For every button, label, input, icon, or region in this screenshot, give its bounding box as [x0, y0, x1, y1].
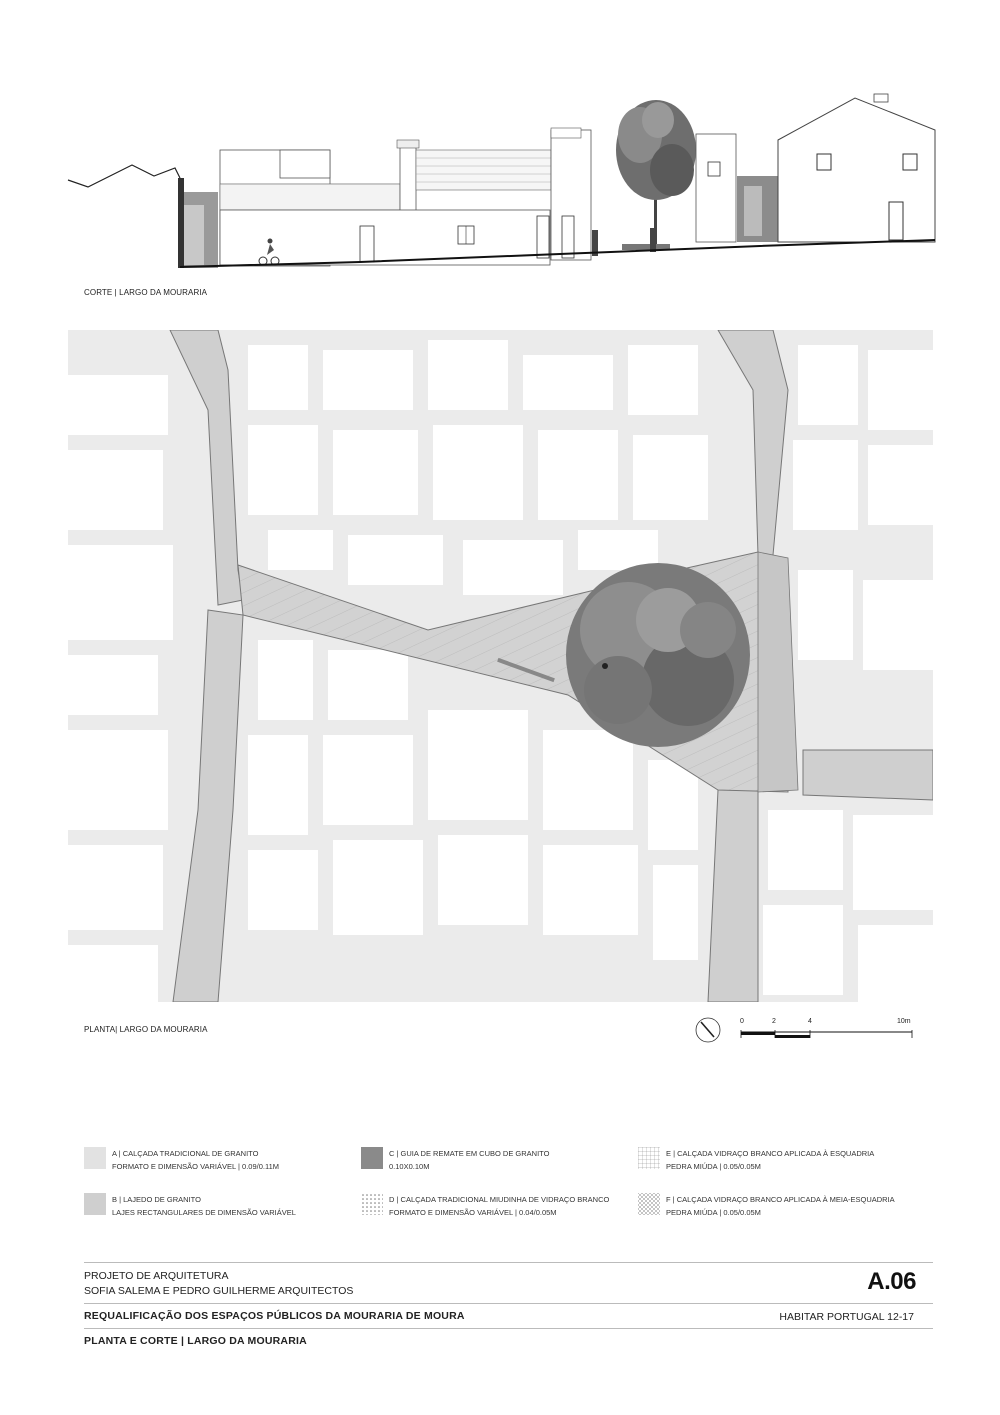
- legend-swatch-a: [84, 1147, 106, 1169]
- plan-caption: PLANTA| LARGO DA MOURARIA: [84, 1025, 208, 1034]
- program-label: HABITAR PORTUGAL 12-17: [779, 1311, 914, 1323]
- legend-item-f: [638, 1193, 895, 1219]
- architects: SOFIA SALEMA E PEDRO GUILHERME ARQUITECTOS: [84, 1285, 354, 1297]
- legend-swatch-d: [361, 1193, 383, 1215]
- legend-d-line2: FORMATO E DIMENSÃO VARIÁVEL | 0.04/0.05M: [389, 1208, 557, 1217]
- legend-c-line1: C | GUIA DE REMATE EM CUBO DE GRANITO: [389, 1149, 550, 1158]
- section-caption: CORTE | LARGO DA MOURARIA: [84, 288, 208, 297]
- legend-swatch-f: [638, 1193, 660, 1215]
- legend-e-line1: E | CALÇADA VIDRAÇO BRANCO APLICADA À ESQUADRIA: [666, 1149, 875, 1158]
- project-type: PROJETO DE ARQUITETURA: [84, 1270, 229, 1282]
- scale-label-10m: 10m: [897, 1018, 911, 1025]
- legend-item-b: [84, 1193, 296, 1219]
- scale-bar: [740, 1018, 915, 1044]
- drawing-title-a: PLANTA E CORTE: [84, 1335, 178, 1347]
- legend-item-a: [84, 1147, 279, 1173]
- section-drawing: [60, 80, 940, 280]
- titleblock-rule-bottom: [84, 1328, 933, 1329]
- drawing-title-b: LARGO DA MOURARIA: [187, 1335, 307, 1347]
- project-title: REQUALIFICAÇÃO DOS ESPAÇOS PÚBLICOS DA MOURARIA DE MOURA: [84, 1310, 465, 1322]
- scale-label-4: 4: [808, 1018, 812, 1025]
- legend-item-e: [638, 1147, 874, 1173]
- scale-label-2: 2: [772, 1018, 776, 1025]
- legend-a-line2: FORMATO E DIMENSÃO VARIÁVEL | 0.09/0.11M: [112, 1162, 279, 1171]
- legend-e-line2: PEDRA MIÚDA | 0.05/0.05M: [666, 1162, 761, 1171]
- legend-c-line2: 0.10X0.10M: [389, 1162, 430, 1171]
- plan-drawing: [68, 330, 933, 1002]
- legend-a-line1: A | CALÇADA TRADICIONAL DE GRANITO: [112, 1149, 259, 1158]
- legend-item-c: [361, 1147, 549, 1173]
- scale-label-0: 0: [740, 1018, 744, 1025]
- north-arrow-icon: [695, 1017, 721, 1043]
- legend-swatch-b: [84, 1193, 106, 1215]
- legend-swatch-e: [638, 1147, 660, 1169]
- legend-f-line1: F | CALÇADA VIDRAÇO BRANCO APLICADA À MEIA-ESQUADRIA: [666, 1195, 895, 1204]
- legend-b-line2: LAJES RECTANGULARES DE DIMENSÃO VARIÁVEL: [112, 1208, 296, 1217]
- drawing-title-sep: |: [180, 1335, 185, 1347]
- legend-d-line1: D | CALÇADA TRADICIONAL MIUDINHA DE VIDRAÇO BRANCO: [389, 1195, 610, 1204]
- titleblock-rule-mid: [84, 1303, 933, 1304]
- legend-swatch-c: [361, 1147, 383, 1169]
- legend-b-line1: B | LAJEDO DE GRANITO: [112, 1195, 201, 1204]
- sheet-number: A.06: [867, 1268, 916, 1295]
- legend-f-line2: PEDRA MIÚDA | 0.05/0.05M: [666, 1208, 761, 1217]
- titleblock-rule-top: [84, 1262, 933, 1263]
- legend-item-d: [361, 1193, 609, 1219]
- drawing-title: [84, 1335, 307, 1347]
